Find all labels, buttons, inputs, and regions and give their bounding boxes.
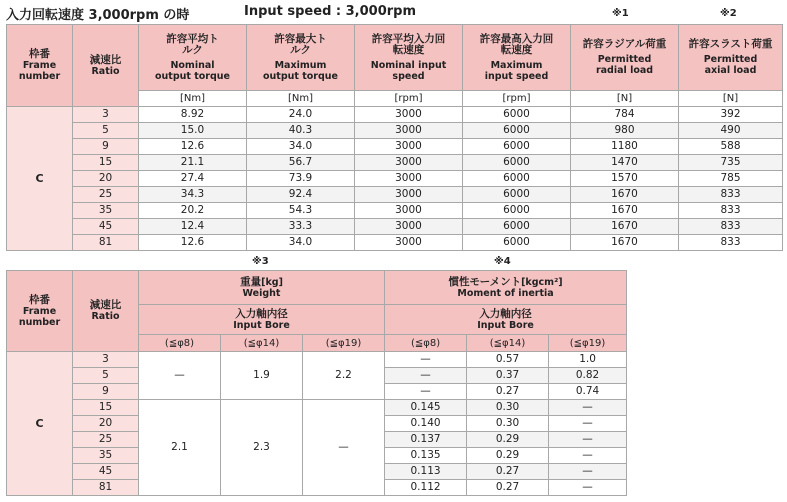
value-cell: 27.4: [139, 171, 247, 187]
inertia-cell: 0.112: [385, 480, 467, 496]
inertia-cell: —: [549, 480, 627, 496]
value-cell: 6000: [463, 107, 571, 123]
inertia-cell: —: [549, 432, 627, 448]
ratio-cell: 3: [73, 352, 139, 368]
value-cell: 3000: [355, 187, 463, 203]
value-cell: 6000: [463, 187, 571, 203]
ratio-cell: 3: [73, 107, 139, 123]
value-cell: 735: [679, 155, 783, 171]
inertia-cell: 0.37: [467, 368, 549, 384]
bore-header-inertia: 入力軸内径 Input Bore: [385, 305, 627, 335]
inertia-cell: 0.30: [467, 416, 549, 432]
value-cell: 92.4: [247, 187, 355, 203]
weight-cell: —: [139, 352, 221, 400]
inertia-cell: 0.137: [385, 432, 467, 448]
ratio-cell: 15: [73, 155, 139, 171]
value-cell: 3000: [355, 219, 463, 235]
inertia-cell: —: [385, 384, 467, 400]
bore-14: (≦φ14): [467, 335, 549, 352]
inertia-cell: —: [549, 416, 627, 432]
ratio-cell: 45: [73, 219, 139, 235]
value-cell: 56.7: [247, 155, 355, 171]
ratio-cell: 81: [73, 480, 139, 496]
table-row: [7, 171, 783, 187]
inertia-cell: 0.74: [549, 384, 627, 400]
ratio-cell: 35: [73, 203, 139, 219]
value-cell: 1670: [571, 235, 679, 251]
unit-n: [N]: [679, 91, 783, 107]
ratio-cell: 25: [73, 187, 139, 203]
col-header-max-speed: 許容最高入力回転速度 Maximum input speed: [463, 25, 571, 91]
value-cell: 833: [679, 187, 783, 203]
unit-rpm: [rpm]: [463, 91, 571, 107]
note-1: ※1: [612, 8, 629, 19]
ratio-cell: 20: [73, 416, 139, 432]
inertia-cell: —: [385, 352, 467, 368]
value-cell: 1180: [571, 139, 679, 155]
table-row: [7, 352, 627, 368]
value-cell: 6000: [463, 139, 571, 155]
value-cell: 6000: [463, 171, 571, 187]
inertia-cell: 1.0: [549, 352, 627, 368]
inertia-cell: 0.27: [467, 480, 549, 496]
unit-rpm: [rpm]: [355, 91, 463, 107]
value-cell: 490: [679, 123, 783, 139]
bore-19: (≦φ19): [303, 335, 385, 352]
weight-header: 重量[kg] Weight: [139, 271, 385, 305]
bore-14: (≦φ14): [221, 335, 303, 352]
table-row: [7, 203, 783, 219]
bore-19: (≦φ19): [549, 335, 627, 352]
inertia-cell: 0.135: [385, 448, 467, 464]
unit-nm: [Nm]: [247, 91, 355, 107]
inertia-cell: —: [549, 400, 627, 416]
title-en: Input speed : 3,000rpm: [244, 4, 417, 19]
value-cell: 784: [571, 107, 679, 123]
bore-8: (≦φ8): [139, 335, 221, 352]
col-header-axial-load: 許容スラスト荷重 Permitted axial load: [679, 25, 783, 91]
inertia-cell: 0.57: [467, 352, 549, 368]
value-cell: 6000: [463, 219, 571, 235]
ratio-header: 減速比 Ratio: [73, 25, 139, 107]
weight-cell: 1.9: [221, 352, 303, 400]
weight-cell: 2.2: [303, 352, 385, 400]
ratio-cell: 20: [73, 171, 139, 187]
frame-cell: C: [7, 352, 73, 496]
ratio-cell: 5: [73, 123, 139, 139]
value-cell: 833: [679, 219, 783, 235]
note-4: ※4: [494, 256, 511, 267]
bore-8: (≦φ8): [385, 335, 467, 352]
value-cell: 12.6: [139, 235, 247, 251]
col-header-max-torque: 許容最大トルク Maximum output torque: [247, 25, 355, 91]
note-3: ※3: [252, 256, 269, 267]
value-cell: 785: [679, 171, 783, 187]
inertia-cell: —: [549, 464, 627, 480]
value-cell: 6000: [463, 203, 571, 219]
value-cell: 15.0: [139, 123, 247, 139]
frame-header: 枠番 Frame number: [7, 25, 73, 107]
weight-cell: 2.1: [139, 400, 221, 496]
table-row: [7, 219, 783, 235]
value-cell: 3000: [355, 203, 463, 219]
value-cell: 3000: [355, 235, 463, 251]
ratio-cell: 5: [73, 368, 139, 384]
ratio-cell: 9: [73, 139, 139, 155]
value-cell: 6000: [463, 155, 571, 171]
inertia-header: 慣性モーメント[kgcm²] Moment of inertia: [385, 271, 627, 305]
value-cell: 6000: [463, 235, 571, 251]
weight-inertia-table: [6, 270, 627, 496]
value-cell: 40.3: [247, 123, 355, 139]
inertia-cell: 0.82: [549, 368, 627, 384]
value-cell: 6000: [463, 123, 571, 139]
value-cell: 73.9: [247, 171, 355, 187]
value-cell: 588: [679, 139, 783, 155]
value-cell: 33.3: [247, 219, 355, 235]
value-cell: 1470: [571, 155, 679, 171]
table-row: [7, 187, 783, 203]
performance-table: [6, 24, 783, 251]
value-cell: 3000: [355, 107, 463, 123]
inertia-cell: —: [385, 368, 467, 384]
value-cell: 24.0: [247, 107, 355, 123]
ratio-header-2: 減速比 Ratio: [73, 271, 139, 352]
bore-header-weight: 入力軸内径 Input Bore: [139, 305, 385, 335]
note-2: ※2: [720, 8, 737, 19]
title-jp: 入力回転速度 3,000rpm の時: [6, 8, 190, 23]
value-cell: 34.3: [139, 187, 247, 203]
inertia-cell: 0.29: [467, 448, 549, 464]
table-row: [7, 155, 783, 171]
inertia-cell: 0.140: [385, 416, 467, 432]
unit-n: [N]: [571, 91, 679, 107]
frame-header-2: 枠番 Frame number: [7, 271, 73, 352]
inertia-cell: —: [549, 448, 627, 464]
table-row: [7, 123, 783, 139]
inertia-cell: 0.29: [467, 432, 549, 448]
ratio-cell: 9: [73, 384, 139, 400]
table-row: [7, 400, 627, 416]
unit-nm: [Nm]: [139, 91, 247, 107]
ratio-cell: 25: [73, 432, 139, 448]
value-cell: 1570: [571, 171, 679, 187]
value-cell: 34.0: [247, 235, 355, 251]
value-cell: 20.2: [139, 203, 247, 219]
value-cell: 980: [571, 123, 679, 139]
ratio-cell: 45: [73, 464, 139, 480]
value-cell: 54.3: [247, 203, 355, 219]
value-cell: 392: [679, 107, 783, 123]
ratio-cell: 35: [73, 448, 139, 464]
value-cell: 3000: [355, 171, 463, 187]
value-cell: 833: [679, 203, 783, 219]
table-row: [7, 107, 783, 123]
weight-cell: —: [303, 400, 385, 496]
value-cell: 3000: [355, 139, 463, 155]
table-row: [7, 139, 783, 155]
col-header-nominal-torque: 許容平均トルク Nominal output torque: [139, 25, 247, 91]
value-cell: 8.92: [139, 107, 247, 123]
value-cell: 21.1: [139, 155, 247, 171]
inertia-cell: 0.27: [467, 384, 549, 400]
value-cell: 1670: [571, 187, 679, 203]
value-cell: 833: [679, 235, 783, 251]
weight-cell: 2.3: [221, 400, 303, 496]
value-cell: 12.4: [139, 219, 247, 235]
ratio-cell: 81: [73, 235, 139, 251]
inertia-cell: 0.30: [467, 400, 549, 416]
value-cell: 1670: [571, 219, 679, 235]
ratio-cell: 15: [73, 400, 139, 416]
value-cell: 34.0: [247, 139, 355, 155]
inertia-cell: 0.27: [467, 464, 549, 480]
col-header-nominal-speed: 許容平均入力回転速度 Nominal input speed: [355, 25, 463, 91]
value-cell: 3000: [355, 123, 463, 139]
table-row: [7, 235, 783, 251]
value-cell: 1670: [571, 203, 679, 219]
inertia-cell: 0.145: [385, 400, 467, 416]
inertia-cell: 0.113: [385, 464, 467, 480]
value-cell: 12.6: [139, 139, 247, 155]
col-header-radial-load: 許容ラジアル荷重 Permitted radial load: [571, 25, 679, 91]
frame-cell: C: [7, 107, 73, 251]
value-cell: 3000: [355, 155, 463, 171]
